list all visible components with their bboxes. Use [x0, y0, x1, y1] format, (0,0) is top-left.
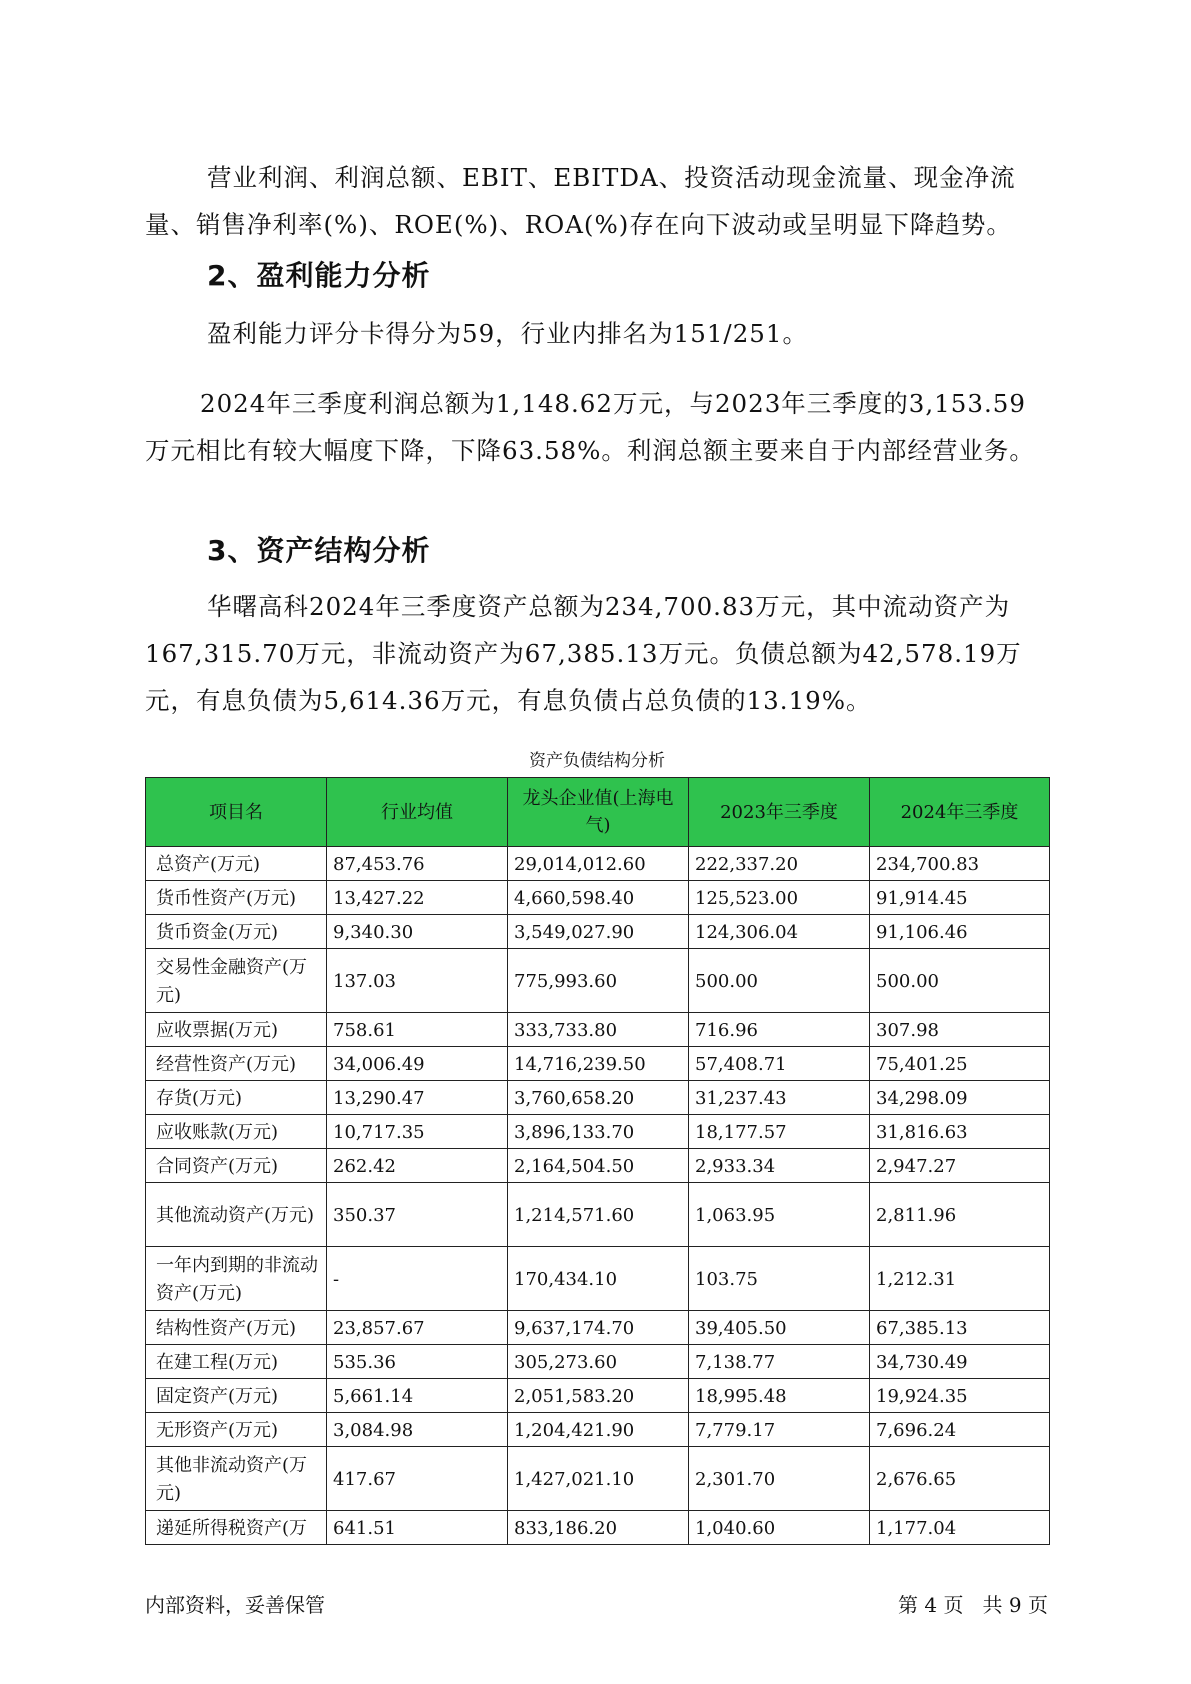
- cell-industry-average: 34,006.49: [327, 1047, 508, 1081]
- cell-industry-average: 87,453.76: [327, 847, 508, 881]
- cell-2024-q3: 307.98: [870, 1013, 1050, 1047]
- table-row: [146, 1511, 1050, 1545]
- cell-2023-q3: 2,933.34: [689, 1149, 870, 1183]
- table-row: [146, 881, 1050, 915]
- row-label: 其他非流动资产(万元): [146, 1447, 327, 1511]
- cell-2023-q3: 1,063.95: [689, 1183, 870, 1247]
- cell-leader-value: 333,733.80: [508, 1013, 689, 1047]
- header-2024-q3: 2024年三季度: [870, 778, 1050, 847]
- cell-leader-value: 2,051,583.20: [508, 1379, 689, 1413]
- cell-industry-average: 10,717.35: [327, 1115, 508, 1149]
- cell-2023-q3: 103.75: [689, 1247, 870, 1311]
- cell-2023-q3: 39,405.50: [689, 1311, 870, 1345]
- table-row: [146, 1447, 1050, 1511]
- cell-leader-value: 775,993.60: [508, 949, 689, 1013]
- row-label: 存货(万元): [146, 1081, 327, 1115]
- cell-2024-q3: 91,106.46: [870, 915, 1050, 949]
- row-label: 交易性金融资产(万元): [146, 949, 327, 1013]
- cell-2023-q3: 18,177.57: [689, 1115, 870, 1149]
- cell-leader-value: 29,014,012.60: [508, 847, 689, 881]
- footer-confidential-note: 内部资料，妥善保管: [145, 1593, 325, 1617]
- asset-liability-table: [145, 777, 1050, 1545]
- cell-industry-average: 3,084.98: [327, 1413, 508, 1447]
- cell-2024-q3: 234,700.83: [870, 847, 1050, 881]
- table-row: [146, 1247, 1050, 1311]
- cell-2024-q3: 500.00: [870, 949, 1050, 1013]
- row-label: 固定资产(万元): [146, 1379, 327, 1413]
- cell-industry-average: 137.03: [327, 949, 508, 1013]
- cell-industry-average: 13,290.47: [327, 1081, 508, 1115]
- header-2023-q3: 2023年三季度: [689, 778, 870, 847]
- cell-leader-value: 833,186.20: [508, 1511, 689, 1545]
- row-label: 应收账款(万元): [146, 1115, 327, 1149]
- cell-2024-q3: 1,212.31: [870, 1247, 1050, 1311]
- table-row: [146, 949, 1050, 1013]
- cell-2024-q3: 91,914.45: [870, 881, 1050, 915]
- table-row: [146, 1081, 1050, 1115]
- cell-leader-value: 9,637,174.70: [508, 1311, 689, 1345]
- paragraph-score: 盈利能力评分卡得分为59，行业内排名为151/251。: [207, 319, 808, 348]
- cell-industry-average: -: [327, 1247, 508, 1311]
- cell-leader-value: 3,896,133.70: [508, 1115, 689, 1149]
- row-label: 合同资产(万元): [146, 1149, 327, 1183]
- header-item-name: 项目名: [146, 778, 327, 847]
- cell-leader-value: 1,427,021.10: [508, 1447, 689, 1511]
- cell-2023-q3: 222,337.20: [689, 847, 870, 881]
- table-row: [146, 1183, 1050, 1247]
- table-row: [146, 1379, 1050, 1413]
- cell-2024-q3: 19,924.35: [870, 1379, 1050, 1413]
- table-row: [146, 1345, 1050, 1379]
- cell-2023-q3: 2,301.70: [689, 1447, 870, 1511]
- table-caption: 资产负债结构分析: [529, 751, 665, 771]
- cell-industry-average: 417.67: [327, 1447, 508, 1511]
- cell-2024-q3: 75,401.25: [870, 1047, 1050, 1081]
- cell-2024-q3: 2,811.96: [870, 1183, 1050, 1247]
- cell-leader-value: 3,760,658.20: [508, 1081, 689, 1115]
- cell-leader-value: 2,164,504.50: [508, 1149, 689, 1183]
- table-row: [146, 1413, 1050, 1447]
- footer-page-number: 第 4 页 共 9 页: [898, 1593, 1048, 1617]
- paragraph-assets: 华曙高科2024年三季度资产总额为234,700.83万元，其中流动资产为167,315.70万元，非流动资产为67,385.13万元。负债总额为42,578.19万元，有息负债为5,614.36万元，有息负债占总负债的13.19%。: [145, 592, 1022, 715]
- cell-2023-q3: 125,523.00: [689, 881, 870, 915]
- row-label: 无形资产(万元): [146, 1413, 327, 1447]
- cell-2023-q3: 1,040.60: [689, 1511, 870, 1545]
- table-row: [146, 1047, 1050, 1081]
- cell-leader-value: 14,716,239.50: [508, 1047, 689, 1081]
- cell-industry-average: 350.37: [327, 1183, 508, 1247]
- cell-2024-q3: 2,676.65: [870, 1447, 1050, 1511]
- cell-2024-q3: 2,947.27: [870, 1149, 1050, 1183]
- row-label: 总资产(万元): [146, 847, 327, 881]
- cell-industry-average: 535.36: [327, 1345, 508, 1379]
- heading-asset-structure: 3、资产结构分析: [207, 534, 431, 567]
- cell-industry-average: 13,427.22: [327, 881, 508, 915]
- row-label: 其他流动资产(万元): [146, 1183, 327, 1247]
- cell-2023-q3: 716.96: [689, 1013, 870, 1047]
- row-label: 结构性资产(万元): [146, 1311, 327, 1345]
- row-label: 货币性资产(万元): [146, 881, 327, 915]
- cell-industry-average: 5,661.14: [327, 1379, 508, 1413]
- cell-2024-q3: 67,385.13: [870, 1311, 1050, 1345]
- cell-industry-average: 23,857.67: [327, 1311, 508, 1345]
- cell-2024-q3: 1,177.04: [870, 1511, 1050, 1545]
- row-label: 经营性资产(万元): [146, 1047, 327, 1081]
- table-row: [146, 1311, 1050, 1345]
- row-label: 一年内到期的非流动资产(万元): [146, 1247, 327, 1311]
- cell-2024-q3: 34,730.49: [870, 1345, 1050, 1379]
- paragraph-profit: 2024年三季度利润总额为1,148.62万元，与2023年三季度的3,153.59万元相比有较大幅度下降，下降63.58%。利润总额主要来自于内部经营业务。: [145, 389, 1035, 465]
- cell-2023-q3: 500.00: [689, 949, 870, 1013]
- row-label: 在建工程(万元): [146, 1345, 327, 1379]
- cell-leader-value: 4,660,598.40: [508, 881, 689, 915]
- header-leader-value: 龙头企业值(上海电气): [508, 778, 689, 847]
- cell-2023-q3: 7,779.17: [689, 1413, 870, 1447]
- cell-2023-q3: 124,306.04: [689, 915, 870, 949]
- cell-leader-value: 3,549,027.90: [508, 915, 689, 949]
- row-label: 递延所得税资产(万: [146, 1511, 327, 1545]
- table-row: [146, 1013, 1050, 1047]
- table-row: [146, 1149, 1050, 1183]
- table-row: [146, 915, 1050, 949]
- cell-2024-q3: 31,816.63: [870, 1115, 1050, 1149]
- cell-leader-value: 305,273.60: [508, 1345, 689, 1379]
- cell-leader-value: 1,204,421.90: [508, 1413, 689, 1447]
- cell-2024-q3: 34,298.09: [870, 1081, 1050, 1115]
- cell-industry-average: 641.51: [327, 1511, 508, 1545]
- row-label: 货币资金(万元): [146, 915, 327, 949]
- cell-leader-value: 170,434.10: [508, 1247, 689, 1311]
- cell-2023-q3: 7,138.77: [689, 1345, 870, 1379]
- cell-leader-value: 1,214,571.60: [508, 1183, 689, 1247]
- paragraph-trend: 营业利润、利润总额、EBIT、EBITDA、投资活动现金流量、现金净流量、销售净利率(%)、ROE(%)、ROA(%)存在向下波动或呈明显下降趋势。: [145, 163, 1016, 239]
- cell-industry-average: 758.61: [327, 1013, 508, 1047]
- cell-industry-average: 262.42: [327, 1149, 508, 1183]
- table-row: [146, 847, 1050, 881]
- header-industry-average: 行业均值: [327, 778, 508, 847]
- cell-2023-q3: 18,995.48: [689, 1379, 870, 1413]
- cell-2023-q3: 31,237.43: [689, 1081, 870, 1115]
- table-row: [146, 1115, 1050, 1149]
- cell-industry-average: 9,340.30: [327, 915, 508, 949]
- table-header-row: [146, 778, 1050, 847]
- row-label: 应收票据(万元): [146, 1013, 327, 1047]
- cell-2023-q3: 57,408.71: [689, 1047, 870, 1081]
- heading-profitability: 2、盈利能力分析: [207, 259, 431, 292]
- cell-2024-q3: 7,696.24: [870, 1413, 1050, 1447]
